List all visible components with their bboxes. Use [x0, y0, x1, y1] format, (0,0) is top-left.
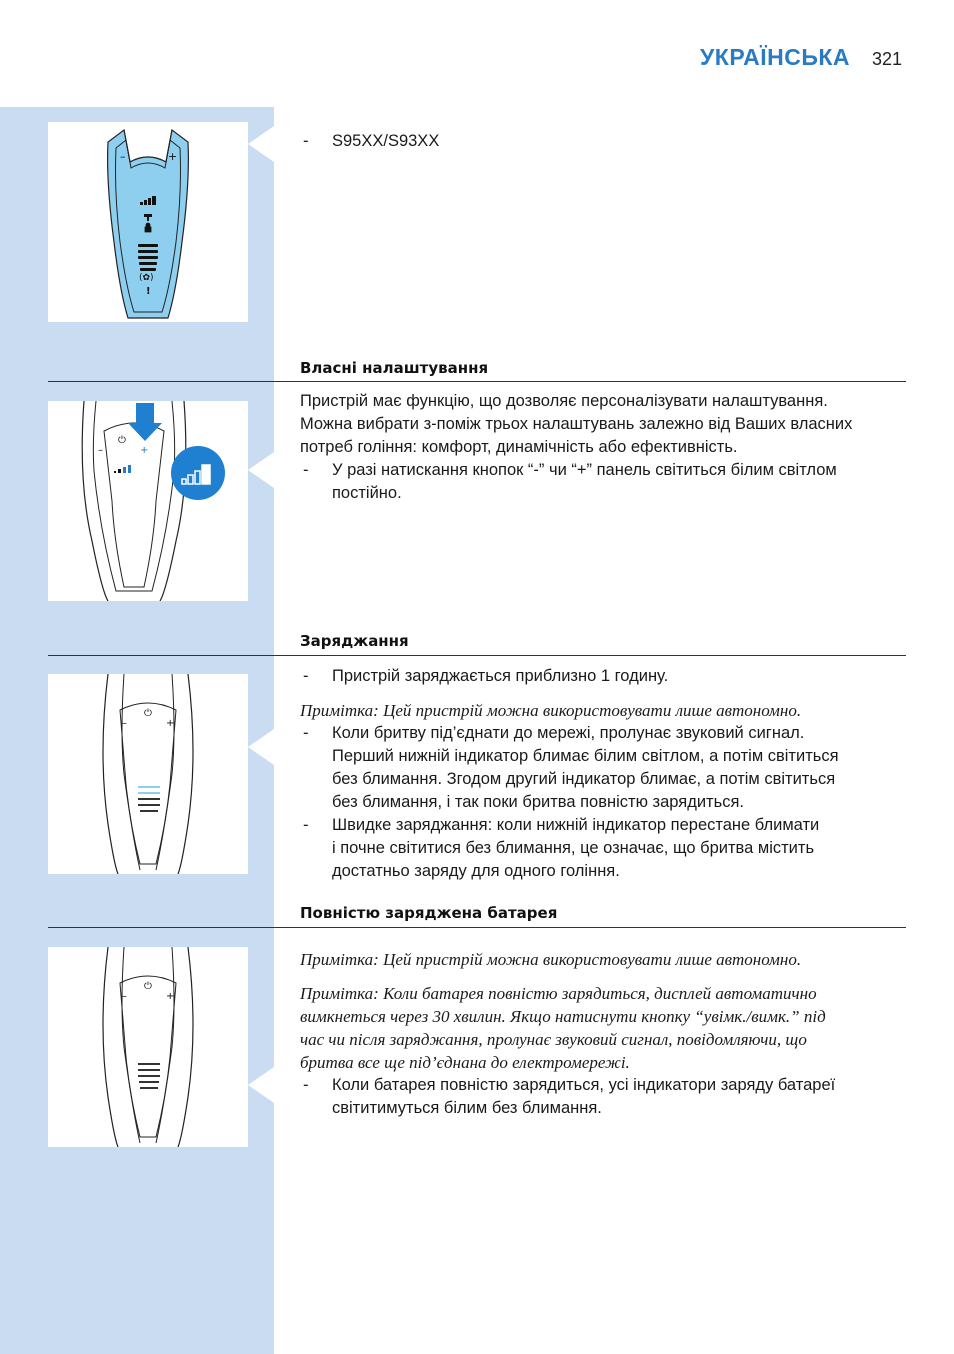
plus-label: + — [166, 718, 175, 729]
bullet-line: Швидке заряджання: коли нижній індикатор перестане блимати — [332, 816, 820, 834]
full-battery-text: Примітка: Цей пристрій можна використовувати лише автономно. Примітка: Коли батарея повністю зарядиться, дисплей автоматично вимкнеться через 30 хвилин. Якщо натиснути кнопку “увімк./вимк.” під час чи після заряджання, пролунає звуковий сигнал, повідомляючи, що бритва все ще під’єднана до електромережі. - Коли батарея повністю зарядиться, усі індикатори заряду батареї світитимуться білим без блимання. — [300, 948, 908, 1120]
illustration-pointer — [248, 126, 274, 162]
full-battery-heading: Повністю заряджена батарея — [300, 904, 558, 922]
press-arrow-shaft — [136, 403, 154, 425]
illustration-pointer — [248, 452, 274, 488]
page-number: 321 — [872, 49, 903, 69]
alert-icon: ! — [146, 286, 151, 297]
battery-full-indicator-icon — [138, 1063, 160, 1089]
bullet-line: без блимання. Згодом другий індикатор блимає, а потім світиться — [332, 770, 836, 788]
lock-icon — [145, 223, 151, 232]
power-icon: ⏻ — [118, 435, 126, 446]
minus-label: – — [122, 718, 127, 729]
bullet-line: достатньо заряду для одного гоління. — [332, 862, 620, 880]
full-note-2-line: Примітка: Коли батарея повністю зарядиться, дисплей автоматично — [300, 984, 817, 1003]
illustration-pointer — [248, 729, 274, 765]
charging-illustration — [48, 674, 248, 874]
language-heading: УКРАЇНСЬКА — [700, 44, 851, 70]
section-divider — [48, 655, 906, 656]
personal-settings-text: Пристрій має функцію, що дозволяє персоналізувати налаштування. Можна вибрати з-поміж трьох налаштувань залежно від Ваших власних потреб гоління: комфорт, динамічність або ефективність. - У разі натискання кнопок “-” чи “+” панель світиться білим світлом постійно. — [300, 390, 908, 505]
bullet-line: Перший нижній індикатор блимає білим світлом, а потім світиться — [332, 747, 839, 765]
minus-label: – — [122, 991, 127, 1002]
minus-label: – — [120, 150, 126, 163]
settings-level-icon — [114, 465, 131, 473]
full-note-2-line: вимкнеться через 30 хвилин. Якщо натиснути кнопку “увімк./вимк.” під — [300, 1007, 826, 1026]
plus-label: + — [140, 445, 149, 456]
models-bullet: S95XX/S93XX — [332, 132, 440, 150]
intro-line: потреб гоління: комфорт, динамічність або ефективність. — [300, 438, 738, 456]
bullet-line: світитимуться білим без блимання. — [332, 1099, 602, 1117]
plus-label: + — [168, 150, 178, 163]
bullet-line: і почне світитися без блимання, це означає, що бритва містить — [332, 839, 815, 857]
minus-label: – — [98, 445, 103, 456]
charging-heading: Заряджання — [300, 632, 409, 650]
charging-note: Примітка: Цей пристрій можна використовувати лише автономно. — [300, 701, 802, 720]
full-note-1: Примітка: Цей пристрій можна використовувати лише автономно. — [300, 950, 802, 969]
section-divider — [48, 927, 906, 928]
settings-circle-icon — [171, 446, 225, 500]
section-divider — [48, 381, 906, 382]
models-text: - S95XX/S93XX — [303, 132, 440, 150]
bullet-line: постійно. — [332, 484, 402, 502]
power-icon: ⏻ — [144, 981, 152, 992]
press-arrow-icon — [128, 423, 162, 441]
intro-line: Пристрій має функцію, що дозволяє персоналізувати налаштування. — [300, 392, 828, 410]
power-icon: ⏻ — [144, 708, 152, 719]
display-panel-illustration — [48, 122, 248, 322]
illustration-pointer — [248, 1067, 274, 1103]
personal-settings-heading: Власні налаштування — [300, 359, 489, 377]
bullet-line: без блимання, і так поки бритва повністю зарядиться. — [332, 793, 744, 811]
plus-label: + — [166, 991, 175, 1002]
bullet-line: Пристрій заряджається приблизно 1 годину. — [332, 667, 669, 685]
charging-text: - Пристрій заряджається приблизно 1 годину. Примітка: Цей пристрій можна використовувати лише автономно. - Коли бритву під’єднати до мережі, пролунає звуковий сигнал. Перший нижній індикатор блимає білим світлом, а потім світиться без блимання. Згодом другий індикатор блимає, а потім світиться без блимання, і так поки бритва повністю зарядиться. - Швидке заряджання: коли нижній індикатор перестане блимати і почне світитися без блимання, це означає, що бритва містить достатньо заряду для одного гоління. — [300, 665, 908, 883]
bullet-line: Коли батарея повністю зарядиться, усі індикатори заряду батареї — [332, 1076, 836, 1094]
charge-indicator-icon — [138, 786, 160, 812]
full-battery-illustration — [48, 947, 248, 1147]
full-note-2-line: бритва все ще під’єднана до електромережі. — [300, 1053, 630, 1072]
full-note-2-line: час чи після заряджання, пролунає звуковий сигнал, повідомляючи, що — [300, 1030, 807, 1049]
bullet-line: У разі натискання кнопок “-” чи “+” панель світиться білим світлом — [332, 461, 837, 479]
shaving-head-icon: (✿) — [139, 273, 154, 283]
personal-settings-illustration — [48, 401, 248, 601]
intro-line: Можна вибрати з-поміж трьох налаштувань залежно від Ваших власних — [300, 415, 853, 433]
bullet-line: Коли бритву під’єднати до мережі, пролунає звуковий сигнал. — [332, 724, 805, 742]
